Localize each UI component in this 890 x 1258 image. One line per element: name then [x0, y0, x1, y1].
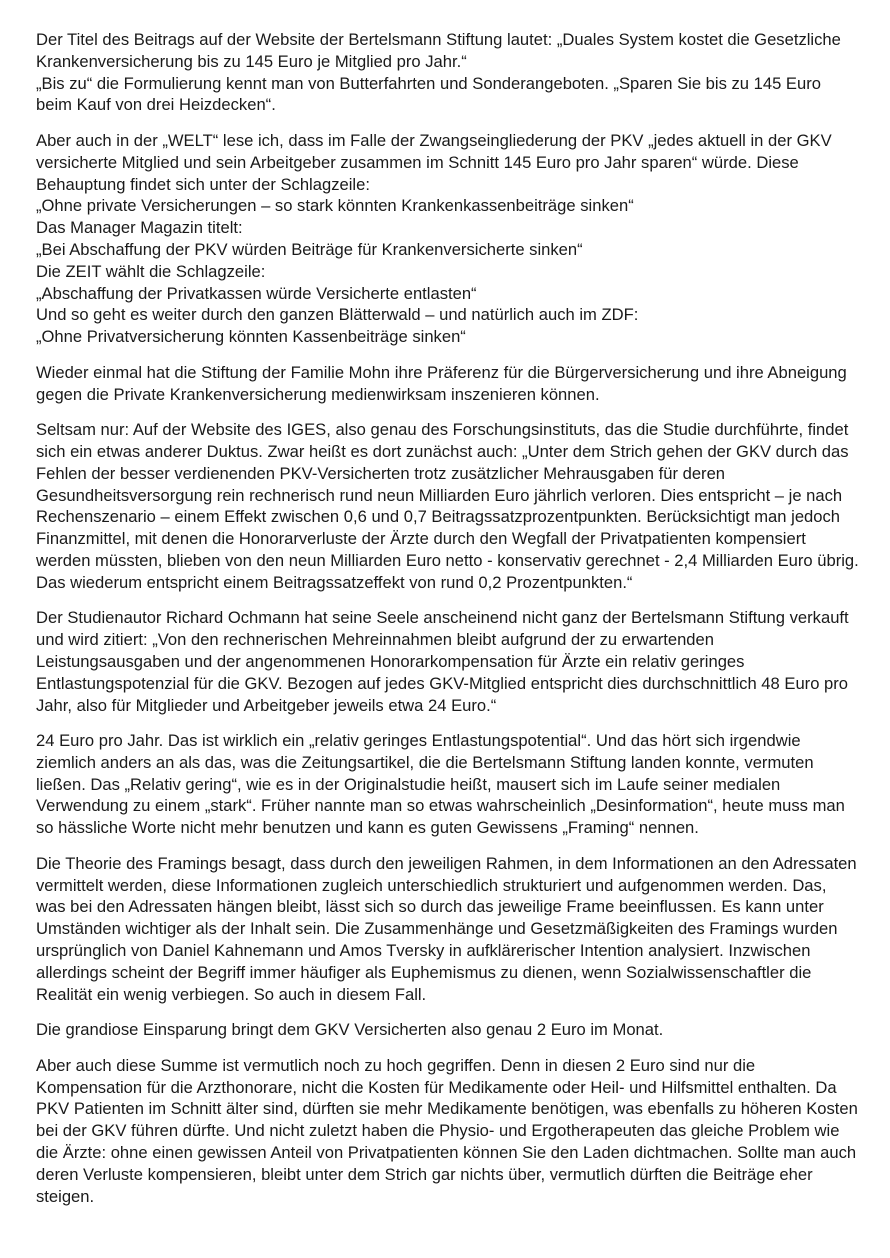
text-line: Aber auch in der „WELT“ lese ich, dass im Falle der Zwangseingliederung der PKV „jedes aktuell in der GKV [36, 130, 832, 150]
paragraph [36, 130, 872, 348]
text-line: „Abschaffung der Privatkassen würde Versicherte entlasten“ [36, 283, 477, 303]
text-line: steigen. [36, 1186, 95, 1206]
text-line: „Bei Abschaffung der PKV würden Beiträge für Krankenversicherte sinken“ [36, 239, 583, 259]
text-line: Behauptung findet sich unter der Schlagzeile: [36, 174, 370, 194]
text-line: ursprünglich von Daniel Kahnemann und Amos Tversky in aufklärerischer Intention analysiert. Inzwischen [36, 941, 811, 961]
text-line: Jahr, also für Mitglieder und Arbeitgeber jeweils etwa 24 Euro.“ [36, 695, 497, 715]
paragraph [36, 419, 872, 593]
paragraph [36, 1055, 872, 1208]
paragraph [36, 1019, 872, 1041]
text-line: beim Kauf von drei Heizdecken“. [36, 95, 276, 115]
text-line: was bei den Adressaten hängen bleibt, lässt sich so durch das jeweilige Frame beeinflussen. Es kann unter [36, 897, 824, 917]
text-line: deren Verluste kompensieren, bleibt unter dem Strich gar nichts über, vermutlich dürften die Beiträge eher [36, 1164, 813, 1184]
text-line: Leistungsausgaben und der angenommenen Honorarkompensation für Ärzte ein relativ geringes [36, 651, 745, 671]
text-line: Die Theorie des Framings besagt, dass durch den jeweiligen Rahmen, in dem Informationen an den Adressaten [36, 853, 857, 873]
text-line: Entlastungspotenzial für die GKV. Bezogen auf jedes GKV-Mitglied entspricht dies durchschnittlich 48 Euro pro [36, 673, 849, 693]
text-line: allerdings scheint der Begriff immer häufiger als Euphemismus zu dienen, wenn Sozialwissenschaftler die [36, 962, 812, 982]
text-line: Das Manager Magazin titelt: [36, 218, 243, 238]
text-line: so hässliche Worte nicht mehr benutzen und kann es guten Gewissens „Framing“ nennen. [36, 818, 699, 838]
text-line: Seltsam nur: Auf der Website des IGES, also genau des Forschungsinstituts, das die Studie durchführte, findet [36, 420, 849, 440]
text-line: Fehlen der besser verdienenden PKV-Versicherten trotz zusätzlicher Mehrausgaben für deren [36, 463, 726, 483]
text-line: Finanzmittel, mit denen die Honorarverluste der Ärzte durch den Wegfall der Privatpatienten kompensiert [36, 529, 806, 549]
document-page [36, 29, 872, 1221]
text-line: die Ärzte: ohne einen gewissen Anteil von Privatpatienten können Sie den Laden dichtmachen. Sollte man auch [36, 1143, 857, 1163]
text-line: Die grandiose Einsparung bringt dem GKV Versicherten also genau 2 Euro im Monat. [36, 1020, 664, 1040]
text-line: Gesundheitsversorgung rein rechnerisch rund neun Milliarden Euro jährlich verloren. Dies entspricht – je nach [36, 485, 843, 505]
paragraph [36, 853, 872, 1006]
text-line: Der Titel des Beitrags auf der Website der Bertelsmann Stiftung lautet: „Duales System kostet die Gesetzliche [36, 30, 841, 49]
text-line: vermittelt werden, diese Informationen zugleich unterschiedlich strukturiert und aufgenommen werden. Das, [36, 875, 827, 895]
text-line: bei der GKV führen dürfte. Und nicht zuletzt haben die Physio- und Ergotherapeuten das gleiche Problem wie [36, 1121, 840, 1141]
text-line: gegen die Private Krankenversicherung medienwirksam inszenieren können. [36, 384, 600, 404]
text-line: Realität ein wenig verbiegen. So auch in diesem Fall. [36, 984, 427, 1004]
text-line: PKV Patienten im Schnitt älter sind, dürften sie mehr Medikamente benötigen, was ebenfalls zu höheren Kosten [36, 1099, 858, 1119]
text-line: sich ein etwas anderer Duktus. Zwar heißt es dort zunächst auch: „Unter dem Strich gehen der GKV durch das [36, 441, 849, 461]
text-line: und wird zitiert: „Von den rechnerischen Mehreinnahmen bleibt aufgrund der zu erwartenden [36, 630, 714, 650]
text-line: Aber auch diese Summe ist vermutlich noch zu hoch gegriffen. Denn in diesen 2 Euro sind nur die [36, 1055, 756, 1075]
paragraph [36, 607, 872, 716]
text-line: Wieder einmal hat die Stiftung der Familie Mohn ihre Präferenz für die Bürgerversicherung und ihre Abneigung [36, 362, 847, 382]
text-line: „Bis zu“ die Formulierung kennt man von Butterfahrten und Sonderangeboten. „Sparen Sie bis zu 145 Euro [36, 73, 821, 93]
text-line: werden müssten, blieben von den neun Milliarden Euro netto - konservativ gerechnet - 2,4 Milliarden Euro übrig. [36, 550, 859, 570]
text-line: Verwendung zu einem „stark“. Früher nannte man so etwas wahrscheinlich „Desinformation“, heute muss man [36, 796, 845, 816]
text-line: ziemlich anders an als das, was die Zeitungsartikel, die die Bertelsmann Stiftung landen konnte, vermuten [36, 752, 814, 772]
text-line: Rechenszenario – einem Effekt zwischen 0,6 und 0,7 Beitragssatzprozentpunkten. Berücksichtigt man jedoch [36, 507, 841, 527]
paragraph [36, 362, 872, 406]
text-line: Und so geht es weiter durch den ganzen Blätterwald – und natürlich auch im ZDF: [36, 305, 639, 325]
text-line: Das wiederum entspricht einem Beitragssatzeffekt von rund 0,2 Prozentpunkten.“ [36, 572, 633, 592]
text-line: Kompensation für die Arzthonorare, nicht die Kosten für Medikamente oder Heil- und Hilfsmittel enthalten. Da [36, 1077, 837, 1097]
text-line: Die ZEIT wählt die Schlagzeile: [36, 261, 266, 281]
text-line: „Ohne Privatversicherung könnten Kassenbeiträge sinken“ [36, 327, 466, 347]
text-line: Umständen wichtiger als der Inhalt sein. Die Zusammenhänge und Gesetzmäßigkeiten des Framings wurden [36, 919, 838, 939]
text-line: 24 Euro pro Jahr. Das ist wirklich ein „relativ geringes Entlastungspotential“. Und das hört sich irgendwie [36, 731, 801, 751]
text-line: versicherte Mitglied und sein Arbeitgeber zusammen im Schnitt 145 Euro pro Jahr sparen“ würde. Diese [36, 152, 799, 172]
paragraph [36, 29, 872, 116]
text-line: „Ohne private Versicherungen – so stark könnten Krankenkassenbeiträge sinken“ [36, 196, 634, 216]
paragraph [36, 730, 872, 839]
text-line: Der Studienautor Richard Ochmann hat seine Seele anscheinend nicht ganz der Bertelsmann Stiftung verkauft [36, 608, 849, 628]
text-line: ließen. Das „Relativ gering“, wie es in der Originalstudie heißt, mausert sich im Laufe seiner medialen [36, 774, 781, 794]
text-line: Krankenversicherung bis zu 145 Euro je Mitglied pro Jahr.“ [36, 51, 467, 71]
